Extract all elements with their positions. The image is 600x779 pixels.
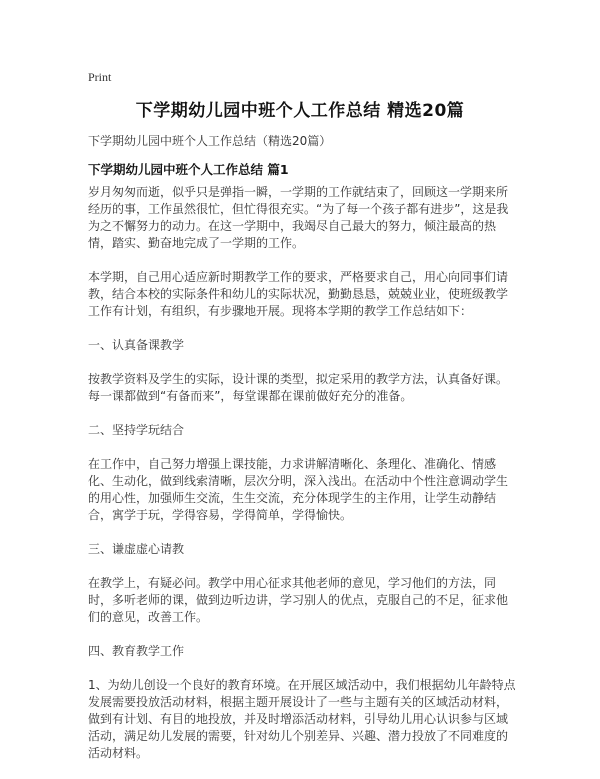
paragraph-prepare-lessons: 按教学资料及学生的实际，设计课的类型，拟定采用的教学方法，认真备好课。每一课都做到“有备而来”，每堂课都在课前做好充分的准备。 xyxy=(88,372,509,403)
document-title: 下学期幼儿园中班个人工作总结 精选20篇 xyxy=(135,101,465,121)
paragraph-overview: 本学期，自己用心适应新时期教学工作的要求，严格要求自己，用心向同事们请教，结合本校的实际条件和幼儿的实际状况，勤勤恳恳，兢兢业业，使班级教学工作有计划，有组织，有步骤地开展。现将本学期的教学工作总结如下： xyxy=(88,270,509,318)
subheading-ask-advice: 三、谦虚虚心请教 xyxy=(88,542,185,556)
subheading-learn-play: 二、坚持学玩结合 xyxy=(88,423,185,437)
paragraph-learn-play: 在工作中，自己努力增强上课技能，力求讲解清晰化、条理化、准确化、情感化、生动化，做到线索清晰，层次分明，深入浅出。在活动中个性注意调动学生的用心性，加强师生交流，生生交流，充分体现学生的主作用，让学生动静结合，寓学于玩，学得容易，学得简单，学得愉快。 xyxy=(88,457,509,522)
section-heading: 下学期幼儿园中班个人工作总结 篇1 xyxy=(88,162,289,177)
document-body xyxy=(88,184,516,779)
subheading-teaching-work: 四、教育教学工作 xyxy=(88,644,185,658)
paragraph-intro: 岁月匆匆而逝，似乎只是弹指一瞬，一学期的工作就结束了，回顾这一学期来所经历的事，工作虽然很忙，但忙得很充实。“为了每一个孩子都有进步”，这是我为之不懈努力的动力。在这一学期中，我竭尽自己最大的努力，倾注最高的热情，踏实、勤奋地完成了一学期的工作。 xyxy=(88,185,509,250)
print-link[interactable]: Print xyxy=(88,70,112,84)
paragraph-teaching-work: 1、为幼儿创设一个良好的教育环境。在开展区域活动中，我们根据幼儿年龄特点发展需要投放活动材料，根据主题开展设计了一些与主题有关的区域活动材料，做到有计划、有目的地投放，并及时增添活动材料，引导幼儿用心认识参与区域活动，满足幼儿发展的需要，针对幼儿个别差异、兴趣、潜力投放了不同难度的活动材料。 xyxy=(88,678,516,760)
document-subtitle: 下学期幼儿园中班个人工作总结（精选20篇） xyxy=(88,134,332,148)
paragraph-ask-advice: 在教学上，有疑必问。教学中用心征求其他老师的意见，学习他们的方法，同时，多听老师的课，做到边听边讲，学习别人的优点，克服自己的不足，征求他们的意见，改善工作。 xyxy=(88,576,509,624)
subheading-prepare-lessons: 一、认真备课教学 xyxy=(88,338,185,352)
